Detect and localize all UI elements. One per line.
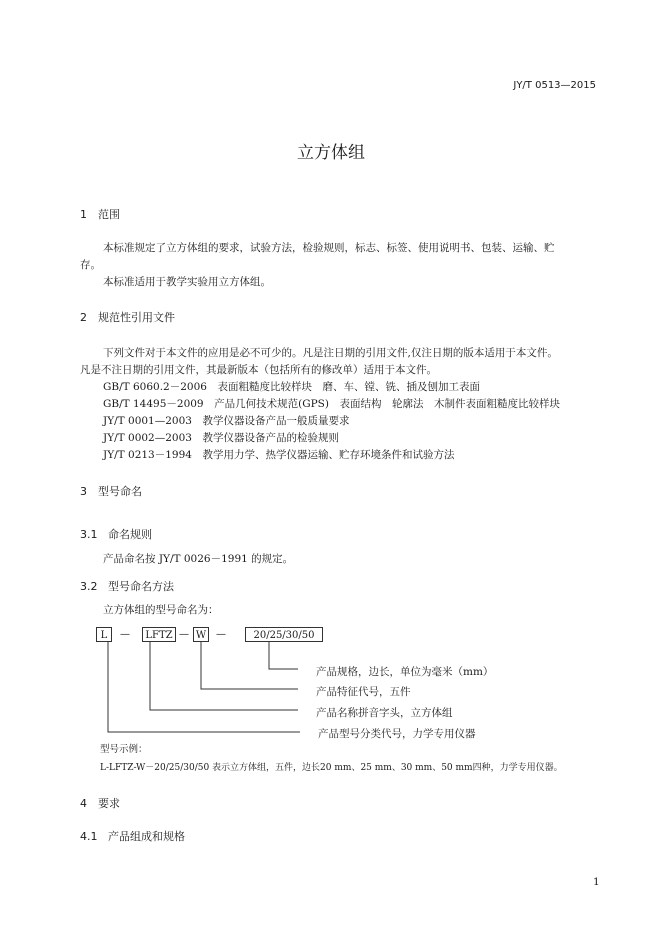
section-title: 型号命名方法 — [108, 580, 174, 593]
diagram-label-category: 产品型号分类代号，力学专用仪器 — [318, 728, 476, 740]
section-number: 1 — [80, 208, 87, 221]
diagram-dash: — — [120, 629, 130, 640]
paragraph: 本标准规定了立方体组的要求，试验方法，检验规则，标志、标签、使用说明书、包装、运输、贮 — [103, 242, 555, 254]
reference-item: JY/T 0002—2003 教学仪器设备产品的检验规则 — [103, 432, 339, 444]
diagram-box-name: LFTZ — [142, 627, 176, 642]
reference-item: JY/T 0001—2003 教学仪器设备产品一般质量要求 — [103, 415, 350, 427]
example-label: 型号示例： — [100, 744, 148, 755]
section-number: 3.2 — [80, 580, 98, 593]
section-4-1-heading — [80, 828, 185, 844]
diagram-box-category: L — [96, 627, 112, 642]
reference-item: GB/T 6060.2－2006 表面粗糙度比较样块 磨、车、镗、铣、插及刨加工表面 — [103, 381, 480, 393]
page-title: 立方体组 — [297, 143, 365, 163]
connector-feature — [201, 642, 298, 689]
section-title: 规范性引用文件 — [98, 311, 175, 324]
section-title: 命名规则 — [108, 528, 152, 541]
document-code: JY/T 0513—2015 — [513, 80, 596, 91]
section-title: 产品组成和规格 — [108, 830, 185, 843]
section-number: 2 — [80, 311, 87, 324]
page-number: 1 — [593, 876, 600, 888]
diagram-dash: — — [179, 629, 189, 640]
paragraph: 立方体组的型号命名为： — [103, 604, 219, 616]
reference-item: JY/T 0213－1994 教学用力学、热学仪器运输、贮存环境条件和试验方法 — [103, 449, 455, 461]
reference-item: GB/T 14495－2009 产品几何技术规范(GPS) 表面结构 轮廓法 木制件表面粗糙度比较样块 — [103, 398, 560, 410]
connector-name — [150, 642, 298, 710]
paragraph: 产品命名按 JY/T 0026－1991 的规定。 — [103, 553, 294, 565]
section-number: 3.1 — [80, 528, 98, 541]
diagram-dash: — — [216, 629, 226, 640]
example-text: L-LFTZ-W－20/25/30/50 表示立方体组，五件，边长20 mm、25 mm、30 mm、50 mm四种，力学专用仪器。 — [100, 763, 563, 773]
section-title: 要求 — [98, 797, 120, 810]
section-title: 范围 — [98, 208, 120, 221]
section-number: 4 — [80, 797, 87, 810]
diagram-box-spec: 20/25/30/50 — [245, 627, 323, 642]
section-title: 型号命名 — [98, 485, 142, 498]
section-number: 3 — [80, 485, 87, 498]
connector-category — [108, 642, 300, 732]
section-number: 4.1 — [80, 830, 98, 843]
paragraph: 下列文件对于本文件的应用是必不可少的。凡是注日期的引用文件,仅注日期的版本适用于本文件。 — [103, 347, 558, 359]
paragraph: 凡是不注日期的引用文件，其最新版本（包括所有的修改单）适用于本文件。 — [80, 364, 437, 376]
diagram-box-feature: W — [193, 627, 209, 642]
connector-spec — [269, 642, 298, 669]
paragraph: 本标准适用于教学实验用立方体组。 — [103, 276, 271, 288]
diagram-label-feature: 产品特征代号，五件 — [316, 686, 411, 698]
diagram-label-spec: 产品规格，边长，单位为毫米（mm） — [316, 666, 494, 678]
section-4-heading — [80, 795, 120, 811]
paragraph: 存。 — [80, 259, 101, 271]
diagram-label-name: 产品名称拼音字头，立方体组 — [316, 707, 453, 719]
